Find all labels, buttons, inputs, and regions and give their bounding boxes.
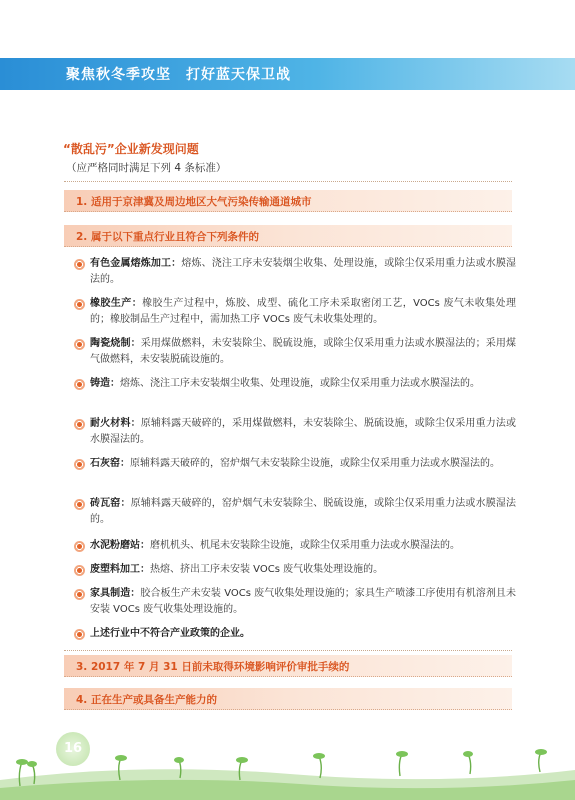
- bullet-icon: [74, 629, 85, 640]
- industry-text: 原辅料露天破碎的，采用煤做燃料，未安装除尘、脱硫设施，或除尘仅采用重力法或水膜湿法的。: [90, 418, 517, 445]
- industry-item: [74, 376, 516, 392]
- industry-name: 铸造：: [90, 378, 120, 389]
- bullet-icon: [74, 419, 85, 430]
- industry-item: [74, 586, 516, 618]
- industry-item: [74, 456, 516, 472]
- criterion-label: 2. 属于以下重点行业且符合下列条件的: [76, 231, 259, 243]
- industry-name: 有色金属熔炼加工：: [90, 258, 182, 269]
- criterion-bar-1: [64, 190, 512, 212]
- industry-item: [74, 336, 516, 368]
- industry-text: 磨机机头、机尾未安装除尘设施，或除尘仅采用重力法或水膜湿法的。: [150, 540, 460, 551]
- industry-name: 陶瓷烧制：: [90, 338, 141, 349]
- section-title: “散乱污”企业新发现问题: [63, 142, 199, 156]
- criterion-label: 1. 适用于京津冀及周边地区大气污染传输通道城市: [76, 196, 312, 208]
- industry-item: [74, 626, 516, 642]
- bullet-icon: [74, 565, 85, 576]
- criterion-bar-4: [64, 688, 512, 710]
- industry-text: 橡胶生产过程中，炼胶、成型、硫化工序未采取密闭工艺，VOCs 废气未收集处理的；橡胶制品生产过程中，需加热工序 VOCs 废气未收集处理的。: [90, 298, 516, 325]
- page-header-title: 聚焦秋冬季攻坚 打好蓝天保卫战: [66, 67, 291, 83]
- industry-name: 家具制造：: [90, 588, 141, 599]
- industry-item: [74, 296, 516, 328]
- bullet-icon: [74, 339, 85, 350]
- criterion-bar-2: [64, 225, 512, 247]
- bullet-icon: [74, 459, 85, 470]
- industry-name: 砖瓦窑：: [90, 498, 131, 509]
- industry-name: 上述行业中不符合产业政策的企业。: [90, 628, 250, 639]
- bullet-icon: [74, 259, 85, 270]
- industry-name: 废塑料加工：: [90, 564, 150, 575]
- industry-text: 原辅料露天破碎的，窑炉烟气未安装除尘设施，或除尘仅采用重力法或水膜湿法的。: [130, 458, 500, 469]
- industry-text: 热熔、挤出工序未安装 VOCs 废气收集处理设施的。: [150, 564, 384, 575]
- industry-item: [74, 538, 516, 554]
- industry-name: 石灰窑：: [90, 458, 130, 469]
- bullet-icon: [74, 299, 85, 310]
- page-number: 16: [56, 732, 90, 766]
- bullet-icon: [74, 379, 85, 390]
- criterion-label: 4. 正在生产或具备生产能力的: [76, 694, 217, 706]
- divider: [64, 650, 512, 651]
- industry-item: [74, 416, 516, 448]
- industry-text: 采用煤做燃料，未安装除尘、脱硫设施，或除尘仅采用重力法或水膜湿法的；采用煤气做燃料，未安装脱硫设施的。: [90, 338, 517, 365]
- criterion-label: 3. 2017 年 7 月 31 日前未取得环境影响评价审批手续的: [76, 661, 350, 673]
- industry-text: 原辅料露天破碎的，窑炉烟气未安装除尘、脱硫设施，或除尘仅采用重力法或水膜湿法的。: [90, 498, 517, 525]
- bullet-icon: [74, 541, 85, 552]
- industry-text: 胶合板生产未安装 VOCs 废气收集处理设施的；家具生产喷漆工序使用有机溶剂且未安装 VOCs 废气收集处理设施的。: [90, 588, 517, 615]
- bullet-icon: [74, 589, 85, 600]
- industry-name: 耐火材料：: [90, 418, 141, 429]
- industry-text: 熔炼、浇注工序未安装烟尘收集、处理设施，或除尘仅采用重力法或水膜湿法的。: [120, 378, 480, 389]
- divider: [64, 181, 512, 182]
- section-subtitle: （应严格同时满足下列 4 条标准）: [66, 162, 227, 174]
- industry-item: [74, 562, 516, 578]
- industry-item: [74, 256, 516, 288]
- industry-item: [74, 496, 516, 528]
- industry-name: 橡胶生产：: [90, 298, 143, 309]
- bullet-icon: [74, 499, 85, 510]
- industry-text: 熔炼、浇注工序未安装烟尘收集、处理设施，或除尘仅采用重力法或水膜湿法的。: [90, 258, 517, 285]
- industry-name: 水泥粉磨站：: [90, 540, 150, 551]
- criterion-bar-3: [64, 655, 512, 677]
